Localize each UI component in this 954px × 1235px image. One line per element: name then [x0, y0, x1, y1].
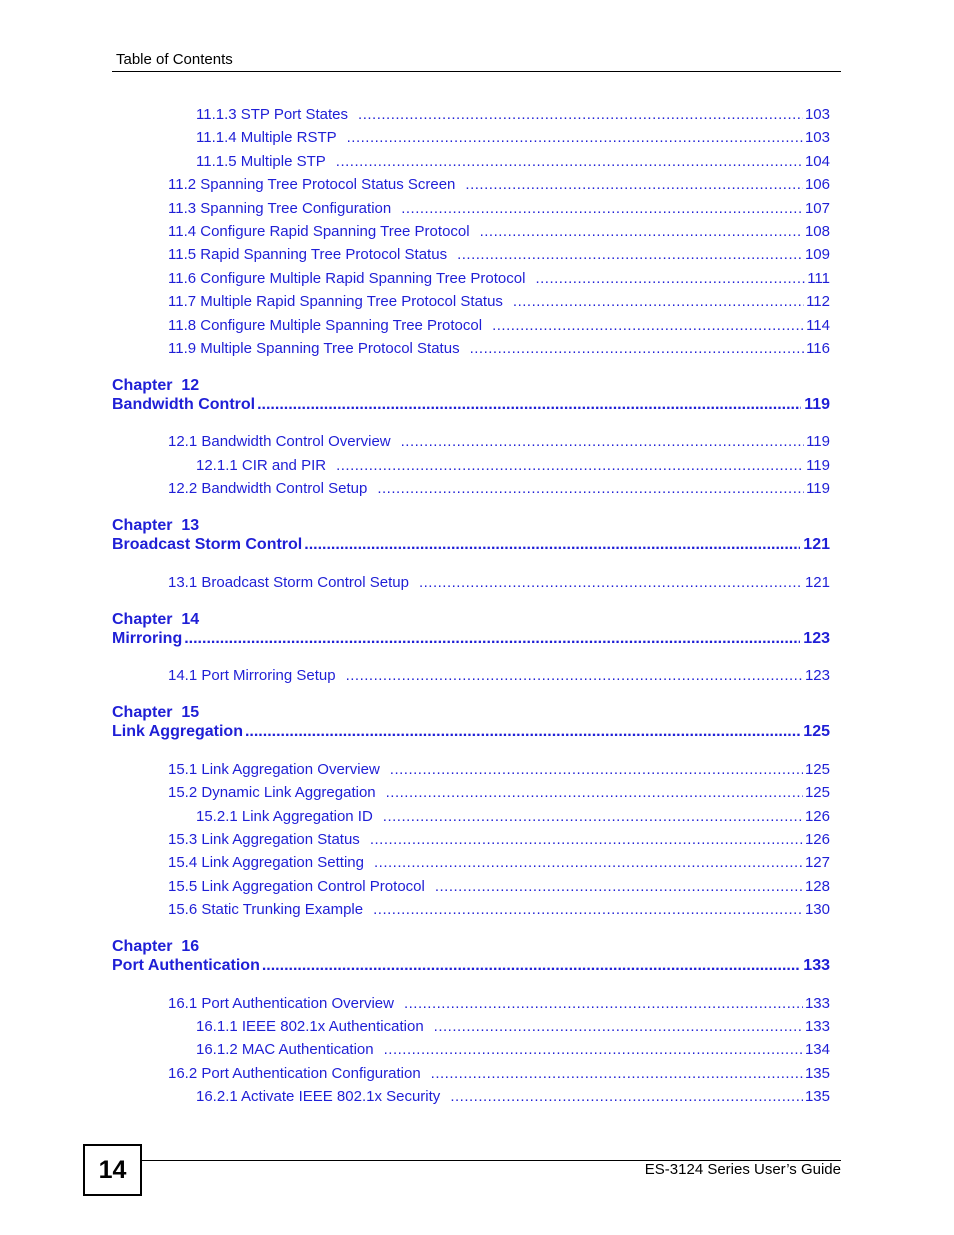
toc-entry-title: 11.8 Configure Multiple Spanning Tree Protocol: [168, 317, 483, 334]
toc-entry[interactable]: [168, 176, 830, 198]
toc-entry[interactable]: [168, 878, 830, 900]
toc-entry-page: 125: [804, 784, 830, 801]
toc-entry-page: 119: [806, 457, 830, 474]
toc-entry-page: 127: [804, 854, 830, 871]
toc-entry[interactable]: [168, 480, 830, 502]
toc-entry-title: 11.3 Spanning Tree Configuration: [168, 200, 392, 217]
toc-entry-page: 119: [806, 433, 830, 450]
toc-entry[interactable]: [168, 317, 830, 339]
chapter-page: 133: [803, 957, 830, 974]
toc-entry-title: 15.4 Link Aggregation Setting: [168, 854, 364, 871]
toc-entry[interactable]: [168, 246, 830, 268]
toc-entry-title: 16.1.1 IEEE 802.1x Authentication: [196, 1018, 424, 1035]
toc-entry[interactable]: [168, 223, 830, 245]
toc-entry-page: 123: [804, 667, 830, 684]
toc-entry[interactable]: [168, 667, 830, 689]
toc-entry-page: 106: [804, 176, 830, 193]
toc-entry-page: 104: [804, 153, 830, 170]
toc-entry-page: 126: [804, 831, 830, 848]
toc-entry-title: 11.5 Rapid Spanning Tree Protocol Status: [168, 246, 448, 263]
header-title: Table of Contents: [116, 51, 233, 68]
toc-entry-title: 16.2 Port Authentication Configuration: [168, 1065, 421, 1082]
toc-entry-title: 11.4 Configure Rapid Spanning Tree Protocol: [168, 223, 470, 240]
chapter-title: Bandwidth Control: [112, 396, 256, 413]
toc-entry-page: 125: [804, 761, 830, 778]
toc-entry-title: 11.6 Configure Multiple Rapid Spanning Tree Protocol: [168, 270, 526, 287]
chapter-title: Broadcast Storm Control: [112, 536, 303, 553]
toc-entry-title: 16.2.1 Activate IEEE 802.1x Security: [196, 1088, 441, 1105]
toc-entry[interactable]: [196, 153, 830, 175]
toc-entry-page: 130: [804, 901, 830, 918]
toc-entry-title: 16.1.2 MAC Authentication: [196, 1041, 374, 1058]
chapter-label: Chapter 15: [112, 704, 200, 721]
chapter-title-entry[interactable]: [112, 957, 830, 979]
toc-entry-page: 103: [804, 129, 830, 146]
toc-entry-title: 15.3 Link Aggregation Status: [168, 831, 360, 848]
toc-entry-page: 108: [804, 223, 830, 240]
toc-entry-page: 133: [804, 1018, 830, 1035]
toc-entry-title: 15.6 Static Trunking Example: [168, 901, 364, 918]
chapter-label: Chapter 14: [112, 611, 200, 628]
toc-entry[interactable]: [168, 574, 830, 596]
toc-entry[interactable]: [196, 1041, 830, 1063]
toc-entry-title: 11.1.4 Multiple RSTP: [196, 129, 337, 146]
toc-entry-title: 15.5 Link Aggregation Control Protocol: [168, 878, 425, 895]
toc-entry-title: 11.2 Spanning Tree Protocol Status Screen: [168, 176, 456, 193]
chapter-title: Link Aggregation: [112, 723, 243, 740]
toc-entry[interactable]: [196, 106, 830, 128]
chapter-page: 123: [803, 630, 830, 647]
page-number: 14: [83, 1144, 142, 1196]
toc-entry-page: 116: [806, 340, 830, 357]
toc-entry[interactable]: [196, 457, 830, 479]
chapter-page: 125: [803, 723, 830, 740]
toc-entry-page: 107: [804, 200, 830, 217]
toc-entry-title: 12.1.1 CIR and PIR: [196, 457, 327, 474]
chapter-title-entry[interactable]: [112, 536, 830, 558]
toc-entry-page: 111: [807, 270, 830, 287]
chapter-label: Chapter 13: [112, 517, 200, 534]
chapter-title-entry[interactable]: [112, 723, 830, 745]
header-rule: [112, 71, 841, 72]
chapter-page: 121: [803, 536, 830, 553]
toc-entry-page: 109: [804, 246, 830, 263]
toc-entry-title: 11.1.3 STP Port States: [196, 106, 349, 123]
toc-entry-title: 11.9 Multiple Spanning Tree Protocol Status: [168, 340, 460, 357]
toc-entry-title: 12.2 Bandwidth Control Setup: [168, 480, 368, 497]
toc-entry-page: 114: [806, 317, 830, 334]
toc-entry-title: 15.2 Dynamic Link Aggregation: [168, 784, 376, 801]
toc-entry[interactable]: [196, 1018, 830, 1040]
toc-entry-title: 11.7 Multiple Rapid Spanning Tree Protocol Status: [168, 293, 503, 310]
toc-entry[interactable]: [196, 1088, 830, 1110]
toc-entry[interactable]: [196, 808, 830, 830]
toc-entry-page: 121: [804, 574, 830, 591]
toc-entry-page: 133: [804, 995, 830, 1012]
toc-entry-page: 135: [804, 1088, 830, 1105]
toc-entry-title: 15.2.1 Link Aggregation ID: [196, 808, 373, 825]
toc-entry-title: 14.1 Port Mirroring Setup: [168, 667, 336, 684]
toc-entry-title: 11.1.5 Multiple STP: [196, 153, 326, 170]
toc-entry-title: 13.1 Broadcast Storm Control Setup: [168, 574, 409, 591]
toc-entry-page: 128: [804, 878, 830, 895]
toc-entry-page: 103: [804, 106, 830, 123]
toc-entry-page: 126: [804, 808, 830, 825]
toc-entry[interactable]: [168, 270, 830, 292]
toc-entry[interactable]: [196, 129, 830, 151]
toc-entry[interactable]: [168, 293, 830, 315]
toc-entry[interactable]: [168, 1065, 830, 1087]
toc-entry-page: 112: [806, 293, 830, 310]
guide-title: ES-3124 Series User’s Guide: [644, 1161, 841, 1178]
chapter-label: Chapter 12: [112, 377, 200, 394]
chapter-title-entry[interactable]: [112, 396, 830, 418]
chapter-title: Mirroring: [112, 630, 183, 647]
chapter-label: Chapter 16: [112, 938, 200, 955]
toc-entry-title: 12.1 Bandwidth Control Overview: [168, 433, 391, 450]
chapter-title: Port Authentication: [112, 957, 260, 974]
toc-entry[interactable]: [168, 831, 830, 853]
toc-entry-page: 119: [806, 480, 830, 497]
chapter-title-entry[interactable]: [112, 630, 830, 652]
toc-entry[interactable]: [168, 995, 830, 1017]
toc-entry[interactable]: [168, 784, 830, 806]
toc-entry[interactable]: [168, 761, 830, 783]
toc-entry-title: 15.1 Link Aggregation Overview: [168, 761, 380, 778]
toc-entry-page: 134: [804, 1041, 830, 1058]
chapter-page: 119: [804, 396, 830, 413]
toc-entry[interactable]: [168, 854, 830, 876]
toc-entry[interactable]: [168, 200, 830, 222]
toc-entry[interactable]: [168, 433, 830, 455]
toc-entry-page: 135: [804, 1065, 830, 1082]
toc-entry[interactable]: [168, 901, 830, 923]
toc-entry[interactable]: [168, 340, 830, 362]
toc-entry-title: 16.1 Port Authentication Overview: [168, 995, 394, 1012]
